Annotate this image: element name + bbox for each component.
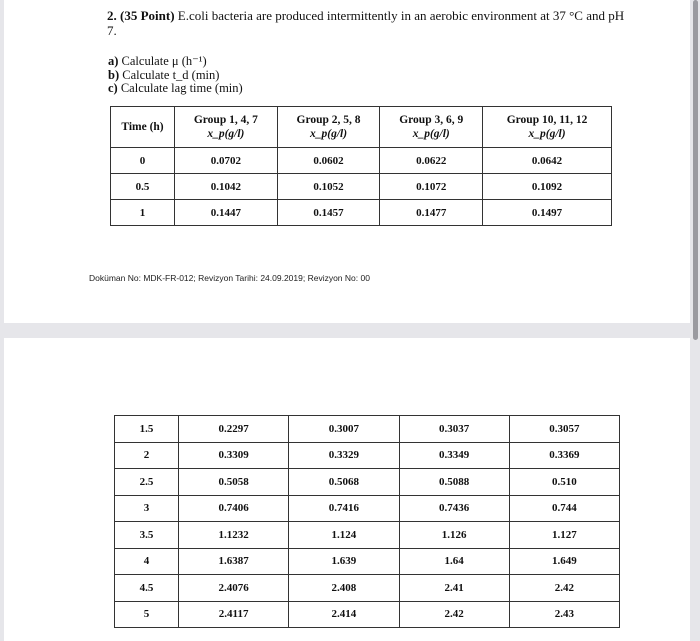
table-row: [115, 495, 620, 522]
group-header: Group 10, 11, 12 x_p(g/l): [483, 107, 612, 148]
time-cell: 2.5: [115, 469, 179, 496]
value-cell: 0.3057: [509, 416, 619, 443]
value-cell: 0.1052: [277, 174, 380, 200]
value-cell: 0.1447: [175, 200, 278, 226]
growth-data-table-continued: [114, 415, 620, 628]
value-cell: 0.7406: [179, 495, 289, 522]
value-cell: 2.42: [399, 601, 509, 628]
group-header: Group 2, 5, 8 x_p(g/l): [277, 107, 380, 148]
time-cell: 1: [111, 200, 175, 226]
scrollbar-thumb[interactable]: [693, 0, 698, 340]
time-cell: 3.5: [115, 522, 179, 549]
part-b: b) Calculate t_d (min): [108, 67, 220, 82]
value-cell: 2.4117: [179, 601, 289, 628]
value-cell: 0.3309: [179, 442, 289, 469]
table-row: [115, 548, 620, 575]
group-header: Group 1, 4, 7 x_p(g/l): [175, 107, 278, 148]
table-row: [115, 416, 620, 443]
table-header-row: [111, 107, 612, 148]
value-cell: 0.3007: [289, 416, 399, 443]
value-cell: 0.744: [509, 495, 619, 522]
value-cell: 1.64: [399, 548, 509, 575]
table-row: [111, 174, 612, 200]
time-cell: 3: [115, 495, 179, 522]
table-row: [111, 148, 612, 174]
value-cell: 2.414: [289, 601, 399, 628]
time-cell: 4.5: [115, 575, 179, 602]
value-cell: 0.1457: [277, 200, 380, 226]
value-cell: 1.649: [509, 548, 619, 575]
part-c: c) Calculate lag time (min): [108, 81, 243, 95]
table-row: [115, 522, 620, 549]
time-cell: 1.5: [115, 416, 179, 443]
time-cell: 5: [115, 601, 179, 628]
value-cell: 1.6387: [179, 548, 289, 575]
value-cell: 1.127: [509, 522, 619, 549]
time-cell: 4: [115, 548, 179, 575]
value-cell: 2.4076: [179, 575, 289, 602]
time-cell: 2: [115, 442, 179, 469]
value-cell: 0.3369: [509, 442, 619, 469]
value-cell: 0.0602: [277, 148, 380, 174]
question-statement: [107, 8, 627, 38]
group-header: Group 3, 6, 9 x_p(g/l): [380, 107, 483, 148]
table-row: [115, 575, 620, 602]
growth-data-table: [110, 106, 612, 226]
part-a: a) Calculate μ (h⁻¹): [108, 54, 207, 68]
question-number: 2.: [107, 8, 117, 23]
value-cell: 0.1497: [483, 200, 612, 226]
time-cell: 0: [111, 148, 175, 174]
time-cell: 0.5: [111, 174, 175, 200]
value-cell: 0.7436: [399, 495, 509, 522]
value-cell: 0.1092: [483, 174, 612, 200]
value-cell: 2.43: [509, 601, 619, 628]
time-header: Time (h): [111, 107, 175, 148]
value-cell: 0.2297: [179, 416, 289, 443]
value-cell: 2.408: [289, 575, 399, 602]
value-cell: 0.1042: [175, 174, 278, 200]
value-cell: 0.510: [509, 469, 619, 496]
value-cell: 0.0642: [483, 148, 612, 174]
value-cell: 0.0622: [380, 148, 483, 174]
question-points: (35 Point): [120, 8, 175, 23]
value-cell: 0.5088: [399, 469, 509, 496]
value-cell: 0.5058: [179, 469, 289, 496]
table-row: [111, 200, 612, 226]
value-cell: 1.124: [289, 522, 399, 549]
value-cell: 1.1232: [179, 522, 289, 549]
value-cell: 1.126: [399, 522, 509, 549]
document-footer: Doküman No: MDK-FR-012; Revizyon Tarihi: 24.09.2019; Revizyon No: 00: [89, 273, 370, 283]
table-row: [115, 442, 620, 469]
value-cell: 0.0702: [175, 148, 278, 174]
value-cell: 0.3329: [289, 442, 399, 469]
value-cell: 0.1477: [380, 200, 483, 226]
value-cell: 0.1072: [380, 174, 483, 200]
value-cell: 0.5068: [289, 469, 399, 496]
table-row: [115, 601, 620, 628]
value-cell: 1.639: [289, 548, 399, 575]
value-cell: 2.41: [399, 575, 509, 602]
value-cell: 2.42: [509, 575, 619, 602]
value-cell: 0.3037: [399, 416, 509, 443]
value-cell: 0.7416: [289, 495, 399, 522]
question-parts: [108, 55, 243, 96]
table-row: [115, 469, 620, 496]
question-text: E.coli bacteria are produced intermittently in an aerobic environment at 37 °C and pH 7.: [107, 8, 625, 38]
value-cell: 0.3349: [399, 442, 509, 469]
